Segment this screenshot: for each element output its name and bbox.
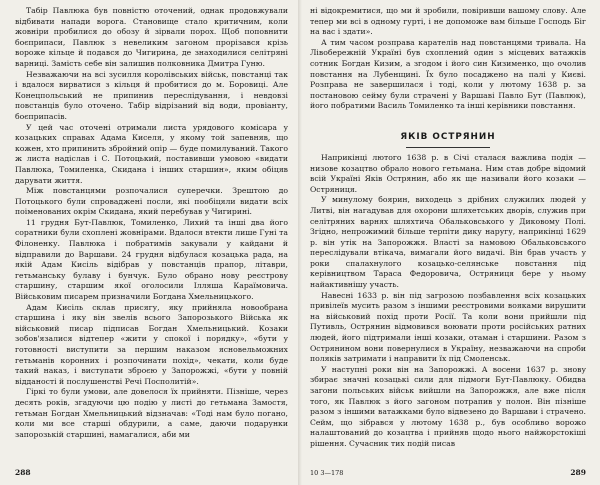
page-number: 288	[15, 468, 31, 477]
paragraph: 11 грудня Бут-Павлюк, Томиленко, Лихий та інші два його соратники були схоплені жовнірами. Вдалося втекти лише Гуні та Філоненку. Павлюка і побратимів закували у кайдани й відправили до Варшави. 24 грудня відбулася козацька рада, на якій Адам Кисіль відібрав у повстанців прапор, літаври, гетьманську булаву і бунчук. Було обрано нову реєстрову старшину, старшим якої оголосили Ілляша Караїмовича. Військовим писарем призначили Богдана Хмельницького.	[15, 217, 288, 302]
paragraph: Адам Кисіль склав присягу, яку прийняла новообрана старшина і яку він звелів всього Запорозького Війська як військовий писар підписав Богдан Хмельницький. Козаки зобов'язалися відтепер «жити у спокої і порядку», «бути у готовності виступити за першим наказом ясновельможних гетьманів коронних і розпочинати похід», чекати, коли буде такий наказ, і виступати зброєю у Запорожжі, «бути у повній відданості й послушенстві Речі Посполитій».	[15, 302, 288, 386]
printer-signature: 10 3—178	[310, 469, 344, 477]
paragraph: Між повстанцями розпочалися суперечки. Зрештою до Потоцького були спроваджені посли, які пообіцяли видати всіх поіменованих окрім Скидана, який перебував у Чигирині.	[15, 186, 288, 217]
paragraph: Гіркі то були умови, але довелося їх прийняти. Пізніше, через десять років, згадуючи цю подію у листі до гетьмана Замостя, гетьман Богдан Хмельницький відзначав: «Тоді нам було погано, коли ми все старші обдурили, а саме, даючи подарунки запорозькій старшині, намагалися, аби ми	[15, 387, 288, 439]
left-page	[0, 0, 298, 485]
paragraph: Навесні 1633 р. він під загрозою позбавлення всіх козацьких привілеїв мусить разом з іншими реєстровими вояками вирушити на військовий похід проти Росії. Та коли вони прийшли під Путивль, Острянин відмовився воювати проти російських ратних людей, його підтримали інші козаки, отаман і старшини. Разом з Острянином вони повернулися в Україну, незважаючи на спроби поляків затримати і направити їх під Смоленськ.	[310, 290, 586, 364]
title-rule	[406, 147, 490, 148]
paragraph: ні відокремитися, що ми й зробили, повіривши вашому слову. Але тепер ми всі в одному гурті, і не допоможе вам більше Господь Біг на вас і здати».	[310, 6, 586, 37]
paragraph: Наприкінці лютого 1638 р. в Січі сталася важлива подія — низове козацтво обрало нового гетьмана. Ним став добре відомий всій Україні Яків Острянин, або як ще називали його козаки — Остряниця.	[310, 152, 586, 194]
page-number: 289	[570, 468, 586, 477]
section-title: ЯКІВ ОСТРЯНИН	[400, 131, 496, 142]
paragraph: Табір Павлюка був повністю оточений, однак продовжували відбивати напади ворога. Становище стало критичним, коли жовніри пробилися до обозу й зірвали порох. Щоб поповнити боєприпаси, Павлюк з невеликим загоном прорізався крізь вороже кільце й подався до Чигирина, де знаходилися селітряні варниці. Замість себе він залишив полковника Дмитра Гуню.	[15, 6, 288, 68]
paragraph: У цей час оточені отримали листа урядового комісара у козацьких справах Адама Киселя, у якому той запевняв, що кожен, хто припинить збройний опір — буде помилуваний. Такого ж листа надіслав і С. Потоцький, поставивши умовою «видати Павлюка, Томиленка, Скидана і інших старшин», яким обіцяв дарувати життя.	[15, 122, 288, 185]
paragraph: А тим часом розправа карателів над повстанцями тривала. На Лівобережній Україні був схоплений один з місцевих ватажків сотник Богдан Кизим, а згодом і його син Кизименко, що очолив повстання на Лубенщині. Їх було посаджено на палі у Києві. Розправа не завершилася і тоді, коли у лютому 1638 р. за постановою сейму були страчені у Варшаві Павло Бут (Павлюк), його побратими Василь Томиленко та інші керівники повстання.	[310, 37, 586, 111]
right-page	[302, 0, 600, 485]
paragraph: У наступні роки він на Запорожжі. А восени 1637 р. знову збирає значні козацькі сили для підмоги Бут-Павлюку. Обидва загони польських військ вийшли на Запорожжя, але вже після того, як Павлюк з його загоном потрапив у полон. Він пізніше разом з іншими ватажками було відвезено до Варшави і страчено. Сейм, що зібрався у лютому 1638 р., був особливо ворожо налаштований до козацтва і прийняв щодо нього найжорстокіші рішення. Сучасник тих подій писав	[310, 364, 586, 448]
right-text-column	[310, 6, 586, 461]
paragraph: У минулому боярин, виходець з дрібних служилих людей у Литві, він нагадував для охорони шляхетських дворів, служив при селітряних варнях шляхтича Обальковського у Диковому Полі. Згідно, непрожимий більше терпіти дику наругу, наприкінці 1629 р. він утік на Запорожжя. Власті за намовою Обальковського переслідували втікача, вимагали його видачі. Він брав участь у роки спалахнулого козацько-селянське повстання під керівництвом Тараса Федоровича, Остряниця бере у ньому найактивнішу участь.	[310, 195, 586, 290]
paragraph: Незважаючи на всі зусилля королівських військ, повстанці так і вдалося вирватися з кільця й пробитися до м. Боровиці. Але Конецпольський не припинив переслідування, і невдовзі повстанців було оточено. Табір відрізаний від води, провіанту, боєприпасів.	[15, 69, 288, 121]
left-text-column	[15, 6, 288, 461]
